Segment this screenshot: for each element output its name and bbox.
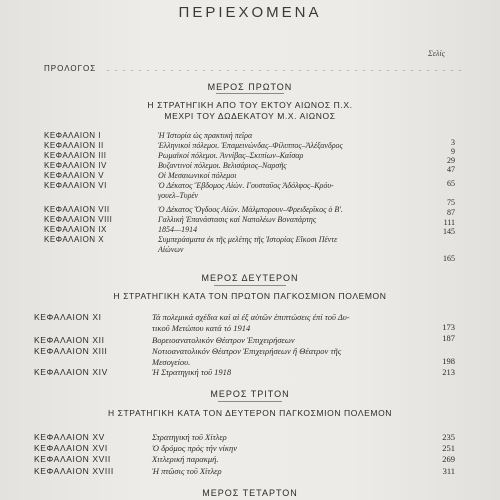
chapter-title-cont: Μεσογείου.: [152, 357, 191, 367]
chapter-title: Τά πολεμικά σχέδια καί αἱ ἐξ αὐτῶν ἐπιπτώσεις ἐπί τοῦ Δυ-: [152, 312, 350, 322]
chapter-title: Χιτλερική παρακμή.: [152, 454, 219, 464]
chapter-page: 75: [447, 198, 455, 207]
chapter-title: Ἡ πτῶσις τοῦ Χίτλερ: [152, 466, 222, 476]
prologue-label: ΠΡΟΛΟΓΟΣ: [44, 64, 97, 73]
part-heading: ΜΕΡΟΣ ΤΕΤΑΡΤΟΝ: [202, 488, 298, 498]
prologue-leader-dots: . . . . . . . . . . . . . . . . . . . . . . . . . . . . . . . . . . . . . . . . . . . . .: [107, 64, 463, 73]
chapter-label: ΚΕΦΑΛΑΙΟΝ VI: [44, 181, 107, 190]
chapter-title-cont: τικοῦ Μετώπου κατά τό 1914: [152, 323, 251, 333]
heading-rule: [218, 401, 282, 402]
chapter-page: 173: [442, 322, 455, 332]
chapter-label: ΚΕΦΑΛΑΙΟΝ V: [44, 171, 105, 180]
chapter-page: 9: [451, 147, 455, 156]
chapter-page: 251: [442, 443, 455, 453]
chapter-label: ΚΕΦΑΛΑΙΟΝ XVIII: [34, 466, 114, 476]
chapter-page: 198: [442, 356, 455, 366]
chapter-page: 29: [447, 156, 455, 165]
chapter-title: Στρατηγική τοῦ Χίτλερ: [152, 432, 227, 442]
chapter-label: ΚΕΦΑΛΑΙΟΝ I: [44, 131, 102, 140]
chapter-label: ΚΕΦΑΛΑΙΟΝ IV: [44, 161, 107, 170]
chapter-page: 65: [447, 179, 455, 188]
page-title: ΠΕΡΙΕΧΟΜΕΝΑ: [178, 4, 322, 21]
chapter-title-cont: γουελ–Τυρέν: [158, 191, 199, 200]
heading-rule: [216, 93, 284, 94]
part-heading: ΜΕΡΟΣ ΤΡΙΤΟΝ: [210, 389, 290, 399]
chapter-page: 187: [442, 333, 455, 343]
chapter-title: Οἱ Μεσαιωνικοί πόλεμοι: [158, 171, 237, 180]
chapter-label: ΚΕΦΑΛΑΙΟΝ VIII: [44, 215, 113, 224]
part-subtitle-line: ΜΕΧΡΙ ΤΟΥ ΔΩΔΕΚΑΤΟΥ Μ.Χ. ΑΙΩΝΟΣ: [164, 111, 336, 121]
part-heading: ΜΕΡΟΣ ΔΕΥΤΕΡΟΝ: [201, 273, 299, 283]
chapter-title: Γαλλική Ἐπανάστασις καί Ναπολέων Βοναπάρτης: [158, 215, 317, 224]
chapter-title: Νοτιοανατολικόν Θέατρον Ἐπιχειρήσεων ἤ Θέατρον τῆς: [152, 346, 342, 356]
chapter-page: 145: [443, 227, 455, 236]
chapter-label: ΚΕΦΑΛΑΙΟΝ XVII: [34, 454, 111, 464]
chapter-label: ΚΕΦΑΛΑΙΟΝ IX: [44, 225, 107, 234]
chapter-page: 111: [443, 218, 455, 227]
chapter-page: 87: [447, 208, 455, 217]
chapter-title: Ἡ Ἱστορία ὡς πρακτική πεῖρα: [158, 131, 253, 140]
chapter-title: Ὁ Δέκατος Ὄγδοος Αἰών. Μάλμπορουν–Φρειδερῖκος ὁ Β'.: [158, 205, 343, 214]
chapter-page: 47: [447, 165, 455, 174]
chapter-title: Βορειοανατολικόν Θέατρον Ἐπιχειρήσεων: [152, 335, 295, 345]
chapter-page: 269: [442, 454, 455, 464]
part-subtitle-line: Η ΣΤΡΑΤΗΓΙΚΗ ΚΑΤΑ ΤΟΝ ΠΡΩΤΟΝ ΠΑΓΚΟΣΜΙΟΝ ΠΟΛΕΜΟΝ: [113, 291, 387, 301]
chapter-title: Βυζαντινοί πόλεμοι. Βελισάριος–Ναρσῆς: [158, 161, 287, 170]
chapter-title: Ὁ Δέκατος Ἕβδομος Αἰών. Γουσταῦος Ἀδόλφος–Κρόυ-: [158, 181, 334, 190]
part-subtitle-line: Η ΣΤΡΑΤΗΓΙΚΗ ΑΠΟ ΤΟΥ ΕΚΤΟΥ ΑΙΩΝΟΣ Π.Χ.: [147, 100, 353, 110]
chapter-page: 311: [442, 466, 455, 476]
part-heading: ΜΕΡΟΣ ΠΡΩΤΟΝ: [207, 82, 293, 92]
chapter-label: ΚΕΦΑΛΑΙΟΝ XIV: [34, 367, 108, 377]
chapter-label: ΚΕΦΑΛΑΙΟΝ II: [44, 141, 104, 150]
chapter-title: Ρωμαϊκοί πόλεμοι. Ἀννίβας–Σκιπίων–Καῖσαρ: [158, 151, 304, 160]
chapter-title: Ἡ Στρατηγική τοῦ 1918: [152, 367, 232, 377]
chapter-label: ΚΕΦΑΛΑΙΟΝ X: [44, 235, 105, 244]
chapter-page: 235: [442, 432, 455, 442]
chapter-label: ΚΕΦΑΛΑΙΟΝ XV: [34, 432, 105, 442]
heading-rule: [214, 285, 286, 286]
chapter-label: ΚΕΦΑΛΑΙΟΝ XVI: [34, 443, 108, 453]
chapter-page: 165: [443, 254, 455, 263]
part-subtitle-line: Η ΣΤΡΑΤΗΓΙΚΗ ΚΑΤΑ ΤΟΝ ΔΕΥΤΕΡΟΝ ΠΑΓΚΟΣΜΙΟΝ ΠΟΛΕΜΟΝ: [107, 408, 393, 418]
chapter-page: 213: [442, 367, 455, 377]
chapter-title: Ὁ δρόμος πρός τήν νίκην: [152, 443, 237, 453]
chapter-label: ΚΕΦΑΛΑΙΟΝ XII: [34, 335, 105, 345]
chapter-label: ΚΕΦΑΛΑΙΟΝ XIII: [34, 346, 108, 356]
chapter-page: 3: [451, 138, 455, 147]
chapter-title-cont: Αἰώνων: [158, 245, 184, 254]
chapter-label: ΚΕΦΑΛΑΙΟΝ III: [44, 151, 107, 160]
page-column-label: Σελίς: [428, 49, 445, 58]
chapter-label: ΚΕΦΑΛΑΙΟΝ XI: [34, 312, 102, 322]
chapter-label: ΚΕΦΑΛΑΙΟΝ VII: [44, 205, 110, 214]
chapter-title: Ἑλληνικοί πόλεμοι. Ἐπαμεινώνδας–Φίλιππος–Ἀλέξανδρος: [158, 141, 343, 150]
chapter-title: Συμπεράσματα ἐκ τῆς μελέτης τῆς Ἱστορίας Εἴκοσι Πέντε: [158, 235, 338, 244]
chapter-title: 1854—1914: [158, 225, 198, 234]
